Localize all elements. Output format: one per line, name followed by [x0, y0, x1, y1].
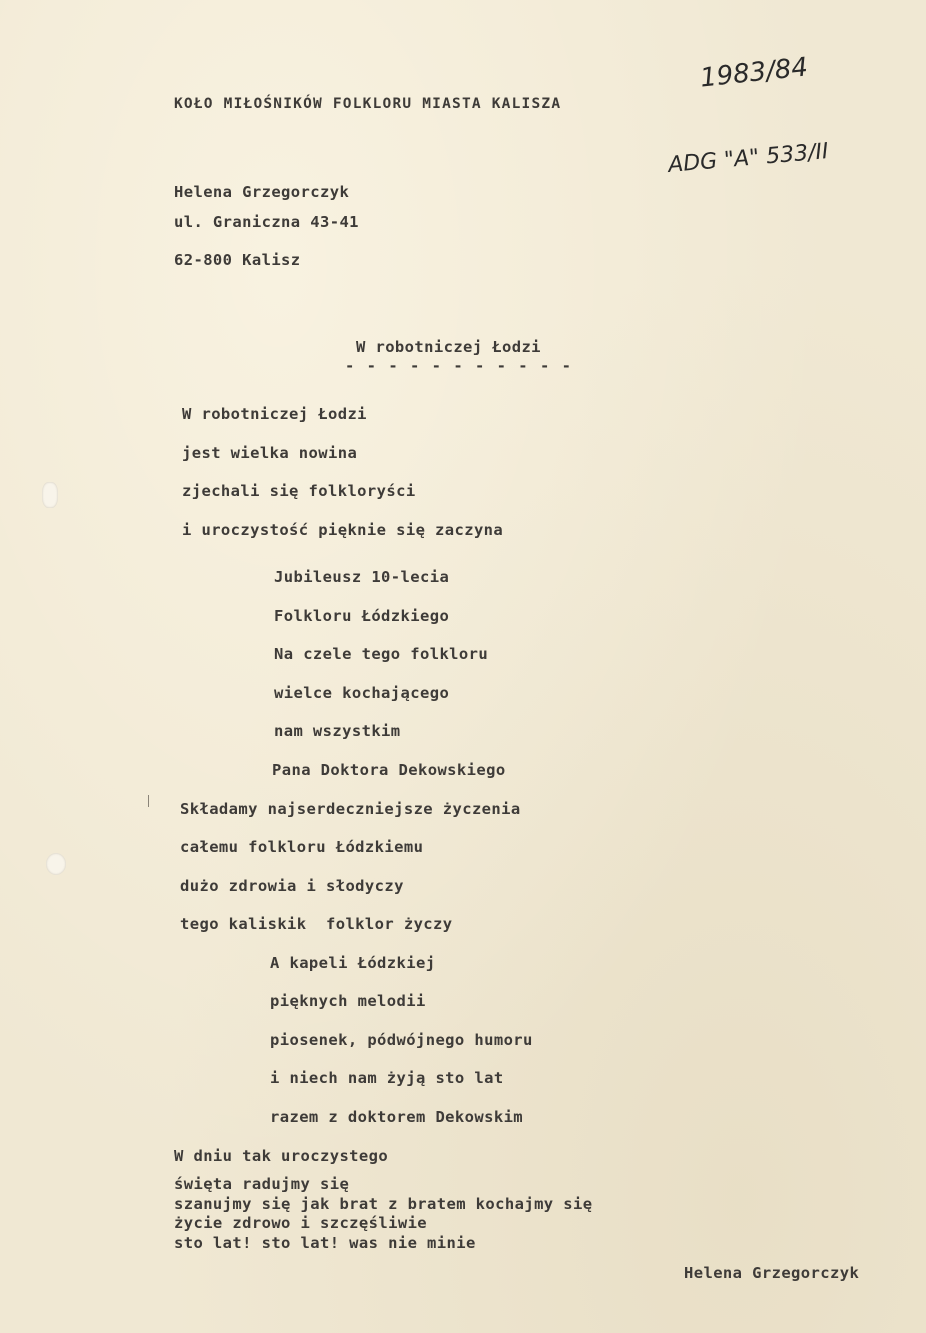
- closing-signature: Helena Grzegorczyk: [684, 1264, 860, 1282]
- poem-line: Pana Doktora Dekowskiego: [272, 761, 506, 779]
- poem-line: całemu folkloru Łódzkiemu: [180, 838, 424, 856]
- poem-line: i niech nam żyją sto lat: [270, 1069, 504, 1087]
- poem-line: Składamy najserdeczniejsze życzenia: [180, 800, 521, 818]
- poem-line: szanujmy się jak brat z bratem kochajmy się: [174, 1195, 593, 1213]
- poem-title: W robotniczej Łodzi: [356, 338, 541, 356]
- signature-code: ADG "A" 533/II: [667, 139, 830, 178]
- sender-street: ul. Graniczna 43-41: [174, 213, 359, 231]
- title-underline: - - - - - - - - - - -: [345, 357, 573, 375]
- poem-line: święta radujmy się: [174, 1175, 350, 1193]
- poem-line: nam wszystkim: [274, 722, 401, 740]
- poem-line: zjechali się folkloryści: [182, 482, 416, 500]
- poem-line: piosenek, pódwójnego humoru: [270, 1031, 533, 1049]
- poem-line: Folkloru Łódzkiego: [274, 607, 450, 625]
- paper-mark: [148, 795, 149, 807]
- poem-line: dużo zdrowia i słodyczy: [180, 877, 404, 895]
- poem-line: wielce kochającego: [274, 684, 450, 702]
- poem-line: pięknych melodii: [270, 992, 426, 1010]
- poem-line: Jubileusz 10-lecia: [274, 568, 450, 586]
- organization-header: KOŁO MIŁOŚNIKÓW FOLKLORU MIASTA KALISZA: [174, 96, 562, 112]
- sender-name: Helena Grzegorczyk: [174, 183, 350, 201]
- sender-city: 62-800 Kalisz: [174, 251, 301, 269]
- punch-hole: [42, 482, 58, 508]
- archive-number: 1983/84: [698, 52, 810, 94]
- punch-hole: [46, 853, 66, 875]
- poem-line: życie zdrowo i szczęśliwie: [174, 1214, 428, 1232]
- poem-line: W dniu tak uroczystego: [174, 1147, 389, 1165]
- poem-line: Na czele tego folkloru: [274, 645, 489, 663]
- poem-line: jest wielka nowina: [182, 444, 358, 462]
- poem-line: i uroczystość pięknie się zaczyna: [182, 521, 504, 539]
- poem-line: W robotniczej Łodzi: [182, 405, 367, 423]
- poem-line: razem z doktorem Dekowskim: [270, 1108, 524, 1126]
- poem-line: tego kaliskik folklor życzy: [180, 915, 453, 933]
- poem-line: sto lat! sto lat! was nie minie: [174, 1234, 476, 1252]
- poem-line: A kapeli Łódzkiej: [270, 954, 436, 972]
